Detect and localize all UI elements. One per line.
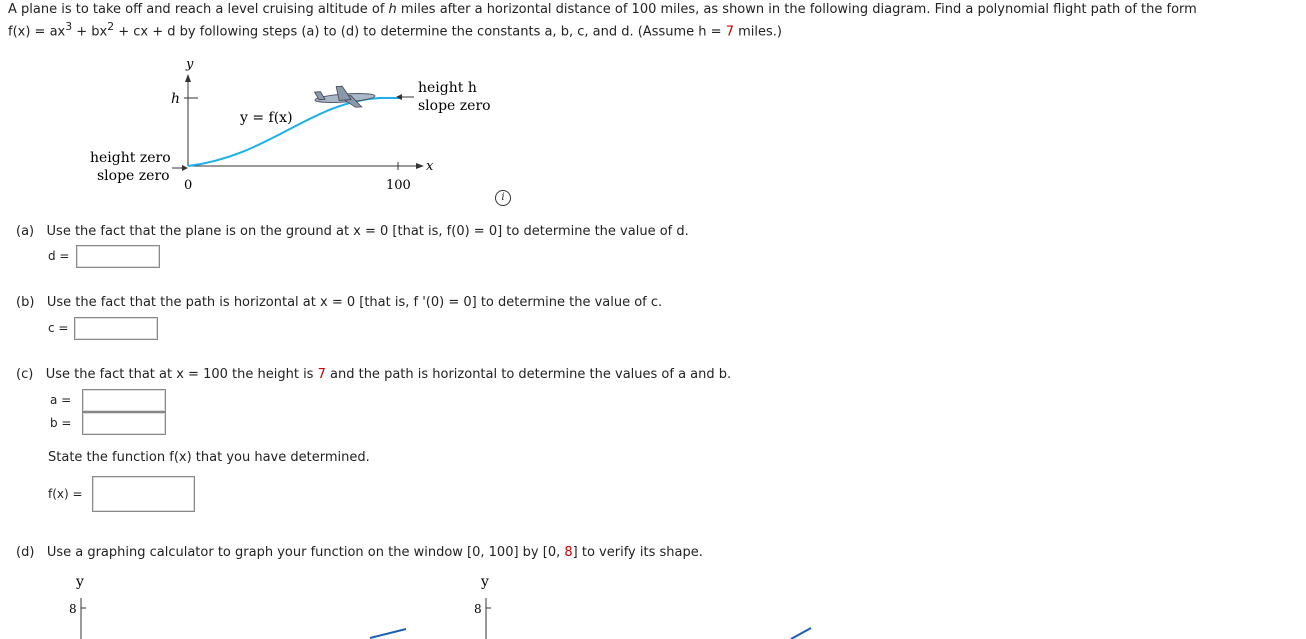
- fx-label: f(x) =: [48, 487, 83, 501]
- origin-tick-label: 0: [184, 178, 193, 193]
- graph2-curve: [791, 628, 811, 639]
- x-axis-arrow: [416, 163, 424, 169]
- end-tick-label: 100: [386, 178, 411, 193]
- problem-intro-line2: [8, 20, 782, 39]
- curve-label: y = f(x): [240, 110, 293, 126]
- part-a-text: Use the fact that the plane is on the ground at x = 0 [that is, f(0) = 0] to determine the value of d.: [46, 224, 689, 239]
- form-end: miles.): [733, 24, 782, 40]
- right-label-height: height h: [418, 80, 477, 96]
- part-d-text-1: Use a graphing calculator to graph your function on the window [0, 100] by [0,: [46, 545, 565, 560]
- part-d-prefix: (d): [16, 545, 35, 560]
- right-label-slope: slope zero: [418, 98, 491, 114]
- intro-text-1: A plane is to take off and reach a level cruising altitude of: [8, 2, 385, 17]
- problem-intro-line1: [8, 2, 1197, 17]
- left-label-slope: slope zero: [97, 168, 170, 184]
- left-pointer-head: [182, 165, 188, 171]
- part-d-text-2: ] to verify its shape.: [572, 545, 703, 560]
- form-rest: + cx + d by following steps (a) to (d) to determine the constants a, b, c, and d. (Assume h =: [114, 24, 726, 40]
- flight-path-diagram: [80, 52, 520, 202]
- graph1-y-label: y: [76, 574, 84, 590]
- form-exp3: 3: [65, 20, 73, 33]
- a-label: a =: [50, 393, 72, 407]
- part-d: [16, 545, 703, 560]
- part-c-text-2: and the path is horizontal to determine the values of a and b.: [325, 367, 732, 382]
- h-tick-label: h: [171, 91, 181, 107]
- b-label: b =: [50, 416, 72, 430]
- part-c-h-value: 7: [317, 367, 326, 382]
- y-axis-label: y: [186, 57, 194, 72]
- a-input[interactable]: [82, 389, 166, 412]
- graph1-curve: [370, 629, 406, 638]
- form-h-value: 7: [725, 24, 734, 40]
- graph-option-1[interactable]: [60, 570, 420, 639]
- part-c-text-1: Use the fact that at x = 100 the height is: [45, 367, 318, 382]
- c-input[interactable]: [74, 317, 158, 340]
- x-axis-label: x: [426, 159, 434, 174]
- d-label: d =: [48, 249, 70, 263]
- graph2-y-tick: 8: [474, 602, 482, 616]
- graph-option-2[interactable]: [465, 570, 825, 639]
- airplane-icon: [314, 84, 375, 110]
- intro-text-2: miles after a horizontal distance of 100 miles, as shown in the following diagram. Find a polynomial flight path of the form: [400, 2, 1197, 17]
- part-b: [16, 295, 662, 310]
- form-b: + bx: [72, 24, 108, 40]
- fx-input[interactable]: [92, 476, 195, 512]
- flight-curve: [188, 98, 402, 166]
- graph1-y-tick: 8: [69, 602, 77, 616]
- right-pointer-head: [396, 94, 402, 100]
- form-fx: f(x) = ax: [8, 24, 66, 40]
- part-a: [16, 224, 689, 239]
- part-c: [16, 367, 731, 382]
- part-b-prefix: (b): [16, 295, 35, 310]
- part-c-prefix: (c): [16, 367, 34, 382]
- part-d-h-value: 8: [564, 545, 573, 560]
- info-icon[interactable]: i: [495, 190, 511, 206]
- b-input[interactable]: [82, 412, 166, 435]
- state-function-text: State the function f(x) that you have determined.: [48, 450, 370, 465]
- part-b-text: Use the fact that the path is horizontal at x = 0 [that is, f '(0) = 0] to determine the value of c.: [46, 295, 663, 310]
- d-input[interactable]: [76, 245, 160, 268]
- intro-var-h: h: [388, 2, 397, 17]
- left-label-height: height zero: [90, 150, 171, 166]
- form-exp2: 2: [107, 20, 115, 33]
- graph2-y-label: y: [481, 574, 489, 590]
- c-label: c =: [48, 321, 69, 335]
- y-axis-arrow: [185, 74, 191, 82]
- part-a-prefix: (a): [16, 224, 35, 239]
